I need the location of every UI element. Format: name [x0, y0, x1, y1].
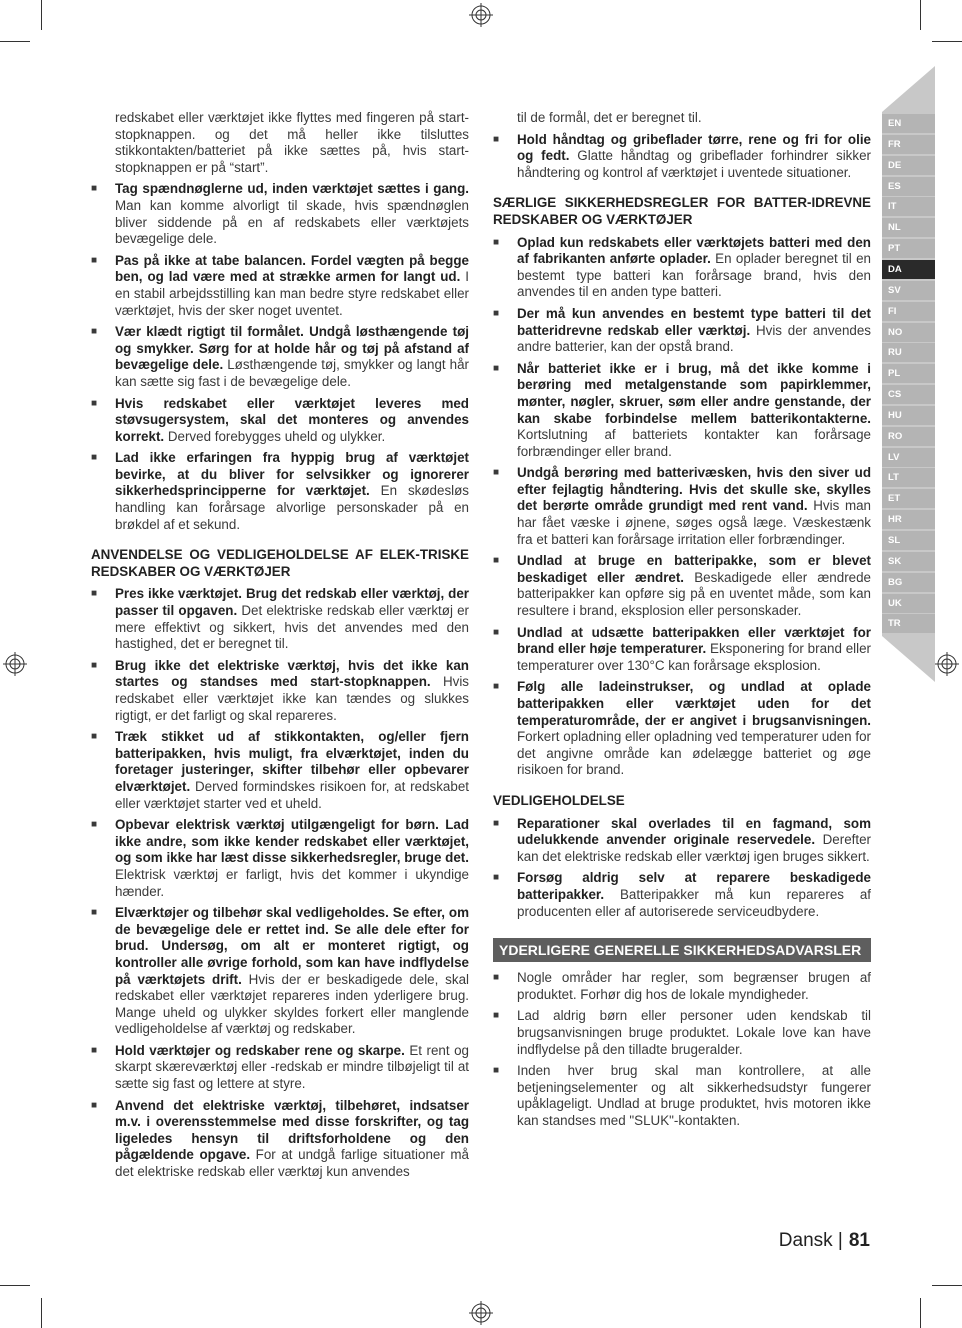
bullet-bold-text: Hold værktøjer og redskaber rene og skarpe. — [115, 1042, 405, 1058]
bullet-item — [91, 658, 469, 724]
language-tab-hu[interactable]: HU — [882, 406, 935, 425]
section-heading: ANVENDELSE OG VEDLIGEHOLDELSE AF ELEK-TRISKE REDSKABER OG VÆRKTØJER — [91, 547, 469, 579]
bullet-bold-text: Der må kun anvendes en bestemt type batteri til det batteridrevne redskab eller værktøj. — [517, 305, 871, 338]
bullet-text: Hvis man har fået væske i øjnene, søges også læge. Væskestænk fra et batteri kan forårsage irritation eller forbrændinger. — [517, 498, 871, 547]
crop-mark — [0, 41, 30, 42]
language-tab-es[interactable]: ES — [882, 177, 935, 196]
bullet-bold-text: Pas på ikke at tabe balancen. Fordel vægten på begge ben, og lad være med at strække armen for langt ud. — [115, 252, 469, 285]
bullet-bold-text: Pres ikke værktøjet. Brug det redskab eller værktøj, der passer til opgaven. — [115, 586, 469, 619]
language-tab-cs[interactable]: CS — [882, 385, 935, 404]
bullet-bold-text: Reparationer skal overlades til en fagmand, som udelukkende anvender originale reservedele. — [517, 815, 871, 848]
language-tab-pl[interactable]: PL — [882, 364, 935, 383]
left-column — [91, 110, 469, 1186]
bullet-text: I en stabil arbejdsstilling kan man bedre styre redskabet eller værktøjet, hvis der sker noget uventet. — [115, 269, 469, 318]
bullet-bold-text: Elværktøjer og tilbehør skal vedligeholdes. Se efter, om de bevægelige dele er rettet ind. Se alle dele efter for brud. Undersøg, om alt er monteret rigtigt, og kontroller alle øvrige forhold, som kan have indflydelse på værktøjets drift. — [115, 905, 469, 987]
section-heading: SÆRLIGE SIKKERHEDSREGLER FOR BATTER-IDREVNE REDSKABER OG VÆRKTØJER — [493, 195, 871, 227]
bullet-item — [91, 450, 469, 533]
language-tab-da[interactable]: DA — [882, 260, 935, 279]
bullet-item — [91, 1043, 469, 1093]
language-tab-de[interactable]: DE — [882, 156, 935, 175]
bullet-bold-text: Undlad at bruge en batteripakke, som er blevet beskadiget eller ændret. — [517, 553, 871, 585]
bullet-item — [493, 132, 871, 182]
crop-mark — [932, 1285, 962, 1286]
bullet-text: En oplader beregnet til en bestemt type batteri kan forårsage brand, hvis den anvendes til en anden type batteri. — [517, 251, 871, 300]
language-tab-bg[interactable]: BG — [882, 573, 935, 592]
language-tab-fr[interactable]: FR — [882, 135, 935, 154]
language-tab-pt[interactable]: PT — [882, 239, 935, 258]
bullet-bold-text: Når batteriet ikke er i brug, må det ikke komme i berøring med metalgenstande som papirklemmer, mønter, nøgler, skruer, søm eller andre genstande, der kan skabe forbindelse mellem batterikontakterne. — [517, 360, 871, 426]
page-footer — [779, 1230, 870, 1252]
language-tab-hr[interactable]: HR — [882, 510, 935, 529]
crop-mark — [41, 1298, 42, 1328]
bullet-text: Batteripakker må kun repareres af producenten eller af autoriserede serviceudbydere. — [517, 886, 871, 919]
bullet-text: Løsthængende tøj, smykker og langt hår kan sætte sig fast i de bevægelige dele. — [115, 357, 470, 389]
bullet-item — [91, 324, 469, 390]
language-tab-tr[interactable]: TR — [882, 614, 935, 633]
language-tab-lt[interactable]: LT — [882, 468, 935, 487]
bullet-item — [91, 1098, 469, 1181]
crop-mark — [932, 41, 962, 42]
bullet-text: Nogle områder har regler, som begrænser brugen af produktet. Forhør dig hos de lokale myndigheder. — [517, 970, 871, 1002]
bullet-item — [91, 817, 469, 900]
crop-mark — [41, 0, 42, 30]
bullet-text: Det elektriske redskab eller værktøj er mere effektivt og sikkert, hvis det anvendes med den hastighed, det er beregnet til. — [115, 603, 469, 652]
bullet-bold-text: Undgå berøring med batterivæsken, hvis den siver ud efter fejlagtig håndtering. Hvis det skulle ske, skylles det berørte område grundigt med rent vand. — [517, 465, 871, 514]
bullet-item — [493, 970, 871, 1003]
language-tab-et[interactable]: ET — [882, 489, 935, 508]
bullet-text: Hvis redskabet eller værktøjet ikke kan tændes og slukkes rigtigt, er det farligt og skal repareres. — [115, 674, 469, 723]
bullet-bold-text: Træk stikket ud af stikkontakten, og/eller fjern batteripakken, hvis muligt, fra elværktøjet, inden du foretager justeringer, skifter tilbehør eller opbevarer elværktøjet. — [115, 729, 469, 794]
language-tab-ru[interactable]: RU — [882, 343, 935, 362]
section-heading: VEDLIGEHOLDELSE — [493, 792, 625, 808]
bullet-text: Derved formindskes risikoen for, at redskabet eller værktøjet starter ved et uheld. — [115, 778, 469, 811]
bullet-item — [91, 586, 469, 652]
bullet-text: Beskadigede eller ændrede batteripakker kan opføre sig på en uventet måde, som kan resultere i brand, eksplosion eller personskader. — [517, 569, 871, 619]
registration-mark-icon — [469, 1301, 493, 1325]
bullet-item — [91, 396, 469, 446]
bullet-bold-text: Oplad kun redskabets eller værktøjets batteri med den af fabrikanten anførte oplader. — [517, 234, 871, 267]
bullet-item — [493, 679, 871, 779]
bullet-text: Eksponering for brand eller temperaturer over 130°C kan forårsage eksplosion. — [517, 641, 872, 673]
bullet-text: Forkert opladning eller opladning ved temperaturer uden for det angivne område kan ødelægge batteriet og øge risikoen for brand. — [517, 729, 871, 778]
bullet-text: Hvis der anvendes andre batterier, kan der opstå brand. — [517, 322, 871, 355]
bullet-bold-text: Opbevar elektrisk værktøj utilgængeligt for børn. Lad ikke andre, som ikke kender redskabet eller værktøjet, og som ikke har læst disse sikkerhedsregler, bruge det. — [115, 817, 469, 866]
bullet-item — [493, 235, 871, 301]
bullet-text: Glatte håndtag og gribeflader forhindrer sikker håndtering og kontrol af værktøjet i uventede situationer. — [517, 148, 871, 180]
language-tab-sl[interactable]: SL — [882, 531, 935, 550]
bullet-bold-text: Anvend det elektriske værktøj, tilbehøret, indsatser m.v. i overensstemmelse med disse forskrifter, og tag ligeledes hensyn til driftsforholdene og den pågældende opgave. — [115, 1097, 469, 1163]
bullet-bold-text: Forsøg aldrig selv at reparere beskadigede batteripakker. — [517, 870, 871, 902]
bullet-text: Inden hver brug skal man kontrollere, at alle betjeningselementer og alt sikkerhedsudstyr fungerer upåklageligt. Undlad at bruge produktet, hvis motoren ikke kan standses med "SLUK"-kontakten. — [517, 1063, 871, 1128]
bullet-item — [493, 1063, 871, 1129]
bullet-item — [493, 1008, 871, 1058]
bullet-text: Kortslutning af batteriets kontakter kan forårsage forbrændinger eller brand. — [517, 427, 871, 459]
bullet-bold-text: Tag spændnøglerne ud, inden værktøjet sættes i gang. — [115, 181, 469, 197]
crop-mark — [0, 1285, 30, 1286]
bullet-text: til de formål, det er beregnet til. — [517, 110, 702, 125]
bullet-item — [493, 870, 871, 920]
bullet-item — [493, 816, 871, 866]
bullet-bold-text: Lad ikke erfaringen fra hyppig brug af værktøjet bevirke, at du bliver for selvsikker og ignorerer sikkerhedsprincipperne for værktøjet. — [115, 450, 469, 499]
footer-language: Dansk | — [778, 1230, 843, 1251]
language-tab-bar — [882, 66, 935, 682]
bullet-item — [493, 306, 871, 356]
bullet-bold-text: Brug ikke det elektriske værktøj, hvis det ikke kan startes og standses med start-stopknappen. — [115, 657, 469, 690]
crop-mark — [920, 0, 921, 30]
bullet-item — [493, 465, 871, 548]
bullet-text: For at undgå farlige situationer må det elektriske redskab eller værktøj kun anvendes — [115, 1147, 470, 1180]
bullet-text: Man kan komme alvorligt til skade, hvis spændnøglen bliver siddende på en af redskabets eller værktøjets bevægelige dele. — [115, 197, 469, 247]
language-tab-it[interactable]: IT — [882, 197, 935, 216]
bullet-text: Derefter kan det elektriske redskab eller værktøj igen bruges sikkert. — [517, 832, 871, 864]
bullet-text: Et rent og skarpt skæreværktøj eller -redskab er mindre tilbøjeligt til at sætte sig fast og lettere at styre. — [115, 1042, 469, 1092]
registration-mark-icon — [935, 652, 959, 676]
language-tab-sk[interactable]: SK — [882, 552, 935, 571]
boxed-section-heading: YDERLIGERE GENERELLE SIKKERHEDSADVARSLER — [493, 938, 871, 962]
bullet-text: Lad aldrig børn eller personer uden kendskab til brugsanvisningen bruge produktet. Lokale love kan have indflydelse på den tilladte brugeralder. — [517, 1008, 871, 1057]
crop-mark — [920, 1298, 921, 1328]
language-tab-ro[interactable]: RO — [882, 427, 935, 446]
bullet-text: Hvis der er beskadigede dele, skal redskabet eller værktøjet repareres inden yderligere brug. Mange uheld og ulykker skyldes forkert eller manglende vedligeholdelse af værktøj og redskaber. — [115, 971, 469, 1037]
bullet-text: Elektrisk værktøj er farligt, hvis det kommer i ukyndige hænder. — [115, 866, 469, 899]
bullet-item — [91, 905, 469, 1038]
bullet-text: redskabet eller værktøjet ikke flyttes med fingeren på start-stopknappen. og det må heller ikke tilsluttes stikkontakten/batteriet på ikke sættes på, hvis start-stopknappen er på “start”. — [115, 110, 469, 175]
bullet-item — [493, 553, 871, 619]
bullet-bold-text: Hvis redskabet eller værktøjet leveres med støvsugersystem, skal det monteres og anvendes korrekt. — [115, 395, 469, 444]
bullet-item — [493, 625, 871, 675]
bullet-bold-text: Vær klædt rigtigt til formålet. Undgå løsthængende tøj og smykker. Sørg for at holde hår og tøj på afstand af bevægelige dele. — [115, 324, 469, 373]
bullet-text: Derved forebygges uheld og ulykker. — [164, 428, 386, 444]
language-tab-en[interactable]: EN — [882, 114, 935, 133]
bullet-item — [91, 253, 469, 319]
bullet-text: En skødesløs handling kan forårsage alvorlige personskader på en brøkdel af et sekund. — [115, 483, 469, 532]
language-tab-fi[interactable]: FI — [882, 302, 935, 321]
language-tab-lv[interactable]: LV — [882, 448, 935, 467]
bullet-bold-text: Følg alle ladeinstrukser, og undlad at oplade batteripakken eller værktøjet uden for det temperaturområde, der er angivet i brugsanvisningen. — [517, 679, 871, 728]
page-number: 81 — [848, 1230, 870, 1251]
registration-mark-icon — [469, 3, 493, 27]
bullet-item — [91, 181, 469, 247]
language-tab-no[interactable]: NO — [882, 323, 935, 342]
registration-mark-icon — [3, 652, 27, 676]
language-tab-sv[interactable]: SV — [882, 281, 935, 300]
language-tab-uk[interactable]: UK — [882, 594, 935, 613]
bullet-bold-text: Hold håndtag og gribeflader tørre, rene og fri for olie og fedt. — [517, 131, 871, 164]
bullet-item — [91, 729, 469, 812]
paragraph — [91, 110, 469, 176]
paragraph — [493, 110, 871, 127]
bullet-bold-text: Undlad at udsætte batteripakken eller værktøjet for brand eller høje temperaturer. — [517, 624, 871, 657]
right-column — [493, 110, 871, 1134]
language-tab-nl[interactable]: NL — [882, 218, 935, 237]
bullet-item — [493, 361, 871, 461]
